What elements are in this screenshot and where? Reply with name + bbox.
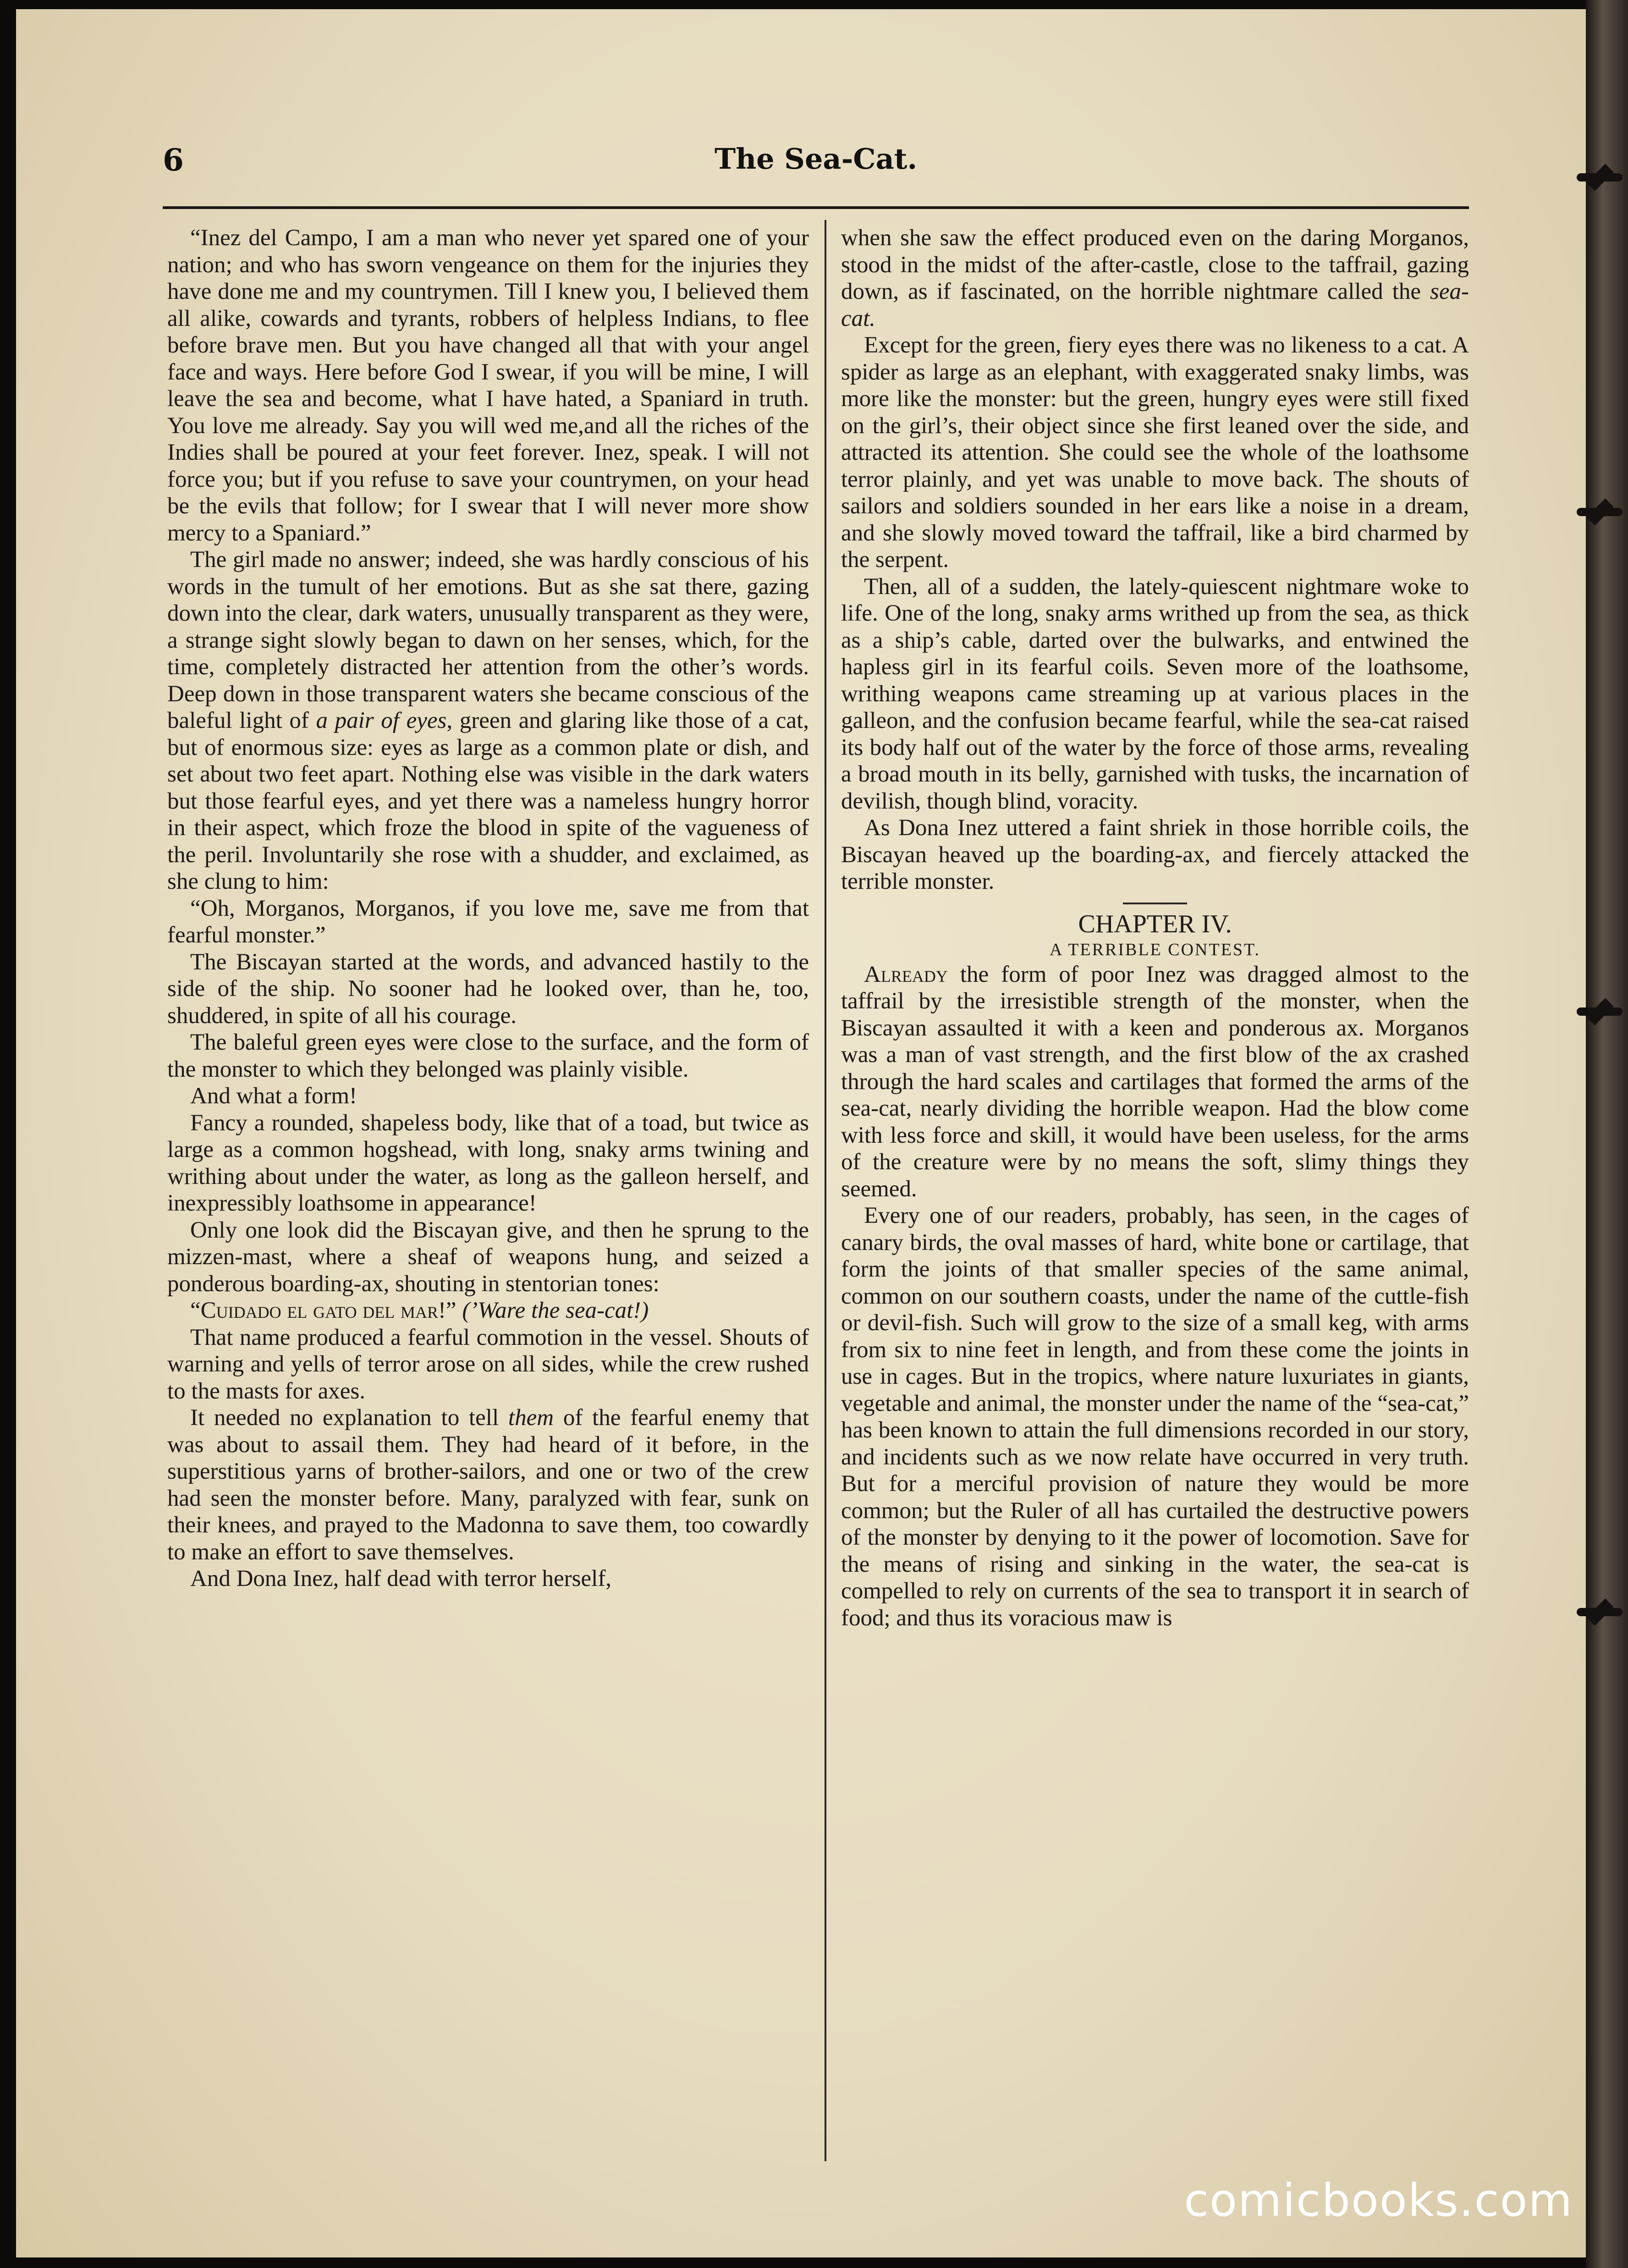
paragraph: As Dona Inez uttered a faint shriek in those horrible coils, the Biscayan heaved up the boarding-ax, and fiercely attacked the terrible monster. <box>841 815 1469 894</box>
paragraph: Except for the green, fiery eyes there was no likeness to a cat. A spider as large as an elephant, with exaggerated snaky limbs, was more like the monster: but the green, hungry eyes were still fixed on the girl’s, their object since she first leaned over the side, and attracted its attention. She could see the whole of the loathsome terror plainly, and yet was unable to move back. The shouts of sailors and soldiers sounded in her ears like a noise in a dream, and she slowly moved toward the taffrail, like a bird charmed by the serpent. <box>841 332 1469 573</box>
italic-text: sea-cat. <box>841 279 1469 331</box>
paragraph: Already the form of poor Inez was dragged almost to the taffrail by the irresistible strength of the monster, when the Biscayan assaulted it with a keen and ponderous ax. Morganos was a man of vast strength, and the first blow of the ax crashed through the hard scales and cartilages that formed the arms of the sea-cat, nearly dividing the horrible weapon. Had the blow come with less force and skill, it would have been useless, for the arms of the creature were by no means the soft, slimy things they seemed. <box>841 961 1469 1202</box>
paragraph: when she saw the effect produced even on the daring Morganos, stood in the midst of the after-castle, close to the taffrail, gazing down, as if fascinated, on the horrible nightmare called the sea-cat. <box>841 225 1469 331</box>
paragraph: “Oh, Morganos, Morganos, if you love me, save me from that fearful monster.” <box>167 895 809 948</box>
page-number: 6 <box>163 142 184 178</box>
paragraph: And Dona Inez, half dead with terror herself, <box>190 1566 612 1591</box>
small-caps-text: Already <box>864 961 948 987</box>
paragraph: And what a form! <box>190 1083 357 1109</box>
left-column <box>167 225 809 2173</box>
paragraph: “Inez del Campo, I am a man who never yet spared one of your nation; and who has sworn vengeance on them for the injuries they have done me and my countrymen. Till I knew you, I believed them all alike, cowards and tyrants, robbers of helpless Indians, to flee before brave men. But you have changed all that with your angel face and ways. Here before God I swear, if you will be mine, I will leave the sea and become, what I have hated, a Spaniard in truth. You love me already. Say you will wed me,and all the riches of the Indies shall be poured at your feet forever. Inez, speak. I will not force you; but if you refuse to save your countrymen, on your head be the evils that follow; for I swear that I will never more show mercy to a Spaniard.” <box>167 225 809 546</box>
page-header <box>163 142 1469 197</box>
header-rule <box>163 206 1469 209</box>
magazine-page <box>16 9 1586 2257</box>
paragraph: The baleful green eyes were close to the surface, and the form of the monster to which they belonged was plainly visible. <box>167 1029 809 1082</box>
section-rule <box>1123 903 1187 904</box>
watermark: comicbooks.com <box>1184 2174 1573 2227</box>
paragraph: Only one look did the Biscayan give, and then he sprung to the mizzen-mast, where a sheaf of weapons hung, and seized a ponderous boarding-ax, shouting in stentorian tones: <box>167 1217 809 1297</box>
italic-text: (’Ware the sea-cat!) <box>462 1298 649 1323</box>
binding-stitch <box>1577 1004 1622 1019</box>
binding-stitch <box>1577 1604 1622 1620</box>
right-column <box>841 225 1469 2173</box>
paragraph: That name produced a fearful commotion in the vessel. Shouts of warning and yells of terror arose on all sides, while the crew rushed to the masts for axes. <box>167 1324 809 1404</box>
column-divider <box>825 220 826 2161</box>
paragraph: Every one of our readers, probably, has seen, in the cages of canary birds, the oval masses of hard, white bone or cartilage, that form the joints of that smaller species of the same animal, common on our southern coasts, under the name of the cuttle-fish or devil-fish. Such will grow to the size of a small keg, with arms from six to nine feet in length, and from these come the joints in use in cages. But in the tropics, where nature luxuriates in giants, vegetable and animal, the monster under the name of the “sea-cat,” has been known to attain the full dimensions recorded in our story, and incidents such as we now relate have occurred in very truth. But for a merciful provision of nature they would be more common; but the Ruler of all has curtailed the destructive powers of the monster by denying to it the power of locomotion. Save for the means of rising and sinking in the water, the sea-cat is compelled to rely on currents of the sea to transport it in search of food; and thus its voracious maw is <box>841 1203 1469 1631</box>
binding-stitch <box>1577 504 1622 520</box>
paragraph: It needed no explanation to tell them of the fearful enemy that was about to assail them. They had heard of it before, in the superstitious yarns of brother-sailors, and one or two of the crew had seen the monster before. Many, paralyzed with fear, sunk on their knees, and prayed to the Madonna to save them, too cowardly to make an effort to save themselves. <box>167 1405 809 1565</box>
italic-text: them <box>508 1405 554 1431</box>
paragraph: The Biscayan started at the words, and advanced hastily to the side of the ship. No sooner had he looked over, than he, too, shuddered, in spite of all his courage. <box>167 949 809 1029</box>
binding-stitch <box>1577 170 1622 185</box>
paragraph <box>167 1297 809 1324</box>
running-title: The Sea-Cat. <box>714 142 918 176</box>
chapter-title: CHAPTER IV. <box>1078 909 1232 938</box>
chapter-subtitle: A TERRIBLE CONTEST. <box>1050 940 1260 959</box>
small-caps-text: “Cuidado el gato del mar!” <box>190 1298 456 1323</box>
binding-spine <box>1586 0 1628 2268</box>
italic-text: a pair of eyes <box>316 708 447 733</box>
paragraph: The girl made no answer; indeed, she was hardly conscious of his words in the tumult of her emotions. But as she sat there, gazing down into the clear, dark waters, unusually transparent as they were, a strange sight slowly began to dawn on her senses, which, for the time, completely distracted her attention from the other’s words. Deep down in those transparent waters she became conscious of the baleful light of a pair of eyes, green and glaring like those of a cat, but of enormous size: eyes as large as a common plate or dish, and set about two feet apart. Nothing else was visible in the dark waters but those fearful eyes, and yet there was a nameless hungry horror in their aspect, which froze the blood in spite of the vagueness of the peril. Involuntarily she rose with a shudder, and exclaimed, as she clung to him: <box>167 547 809 894</box>
paragraph: Fancy a rounded, shapeless body, like that of a toad, but twice as large as a common hogshead, with long, snaky arms twining and writhing about under the water, as long as the galleon herself, and inexpressibly loathsome in appearance! <box>167 1110 809 1216</box>
paragraph: Then, all of a sudden, the lately-quiescent nightmare woke to life. One of the long, snaky arms writhed up from the sea, as thick as a ship’s cable, darted over the bulwarks, and entwined the hapless girl in its fearful coils. Seven more of the loathsome, writhing weapons came streaming up at various places in the galleon, and the confusion became fearful, while the sea-cat raised its body half out of the water by the force of those arms, revealing a broad mouth in its belly, garnished with tusks, the incarnation of devilish, though blind, voracity. <box>841 573 1469 814</box>
